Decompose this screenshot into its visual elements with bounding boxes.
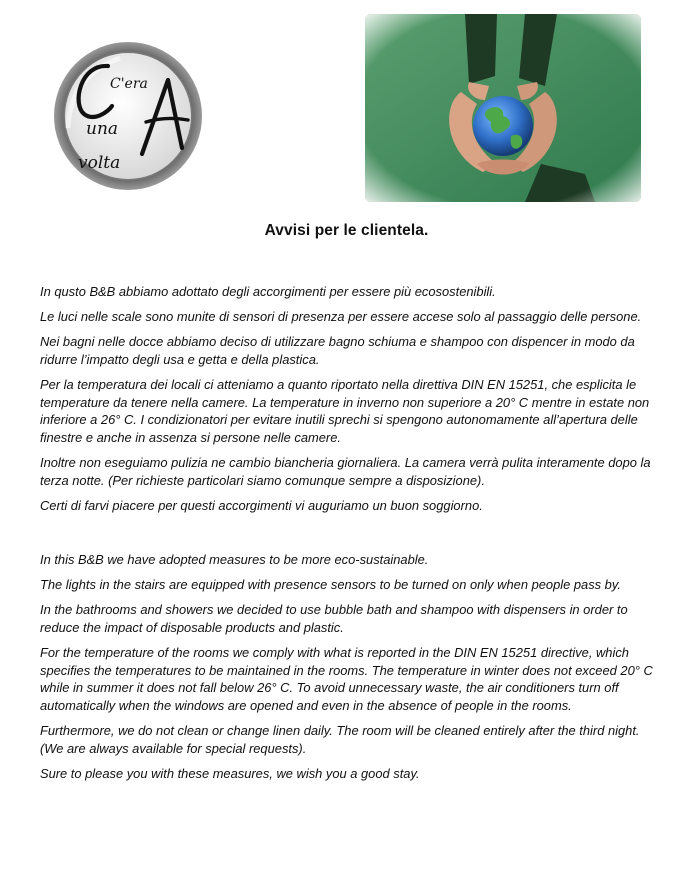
italian-paragraph: Le luci nelle scale sono munite di sensori di presenza per essere accese solo al passaggio delle persone. [40, 309, 642, 325]
italian-paragraph: Certi di farvi piacere per questi accorgimenti vi auguriamo un buon soggiorno. [40, 497, 483, 513]
logo-text-volta: volta [78, 153, 121, 173]
italian-paragraph: Per la temperatura dei locali ci atteniamo a quanto riportato nella direttiva DIN EN 15251, che esplicita le temperature da tenere nella camere. La temperature in inverno non superiore a 20° C mentre in estate non inferiore a 26° C. I condizionatori per evitare inutili sprechi si spengono autonomamente all’apertura delle finestre e anche in assenza si persone nelle camere. [40, 377, 650, 445]
page-title: Avvisi per le clientela. [264, 222, 429, 239]
english-paragraph: The lights in the stairs are equipped with presence sensors to be turned on only when people pass by. [40, 577, 621, 593]
italian-paragraph: Nei bagni nelle docce abbiamo deciso di utilizzare bagno schiuma e shampoo con dispencer in modo da ridurre l’impatto degli usa e getta e della plastica. [40, 334, 635, 367]
english-paragraph: For the temperature of the rooms we comply with what is reported in the DIN EN 15251 directive, which specifies the temperatures to be maintained in the rooms. The temperature in winter does not exceed 20° C while in summer it does not fall below 26° C. To avoid unnecessary waste, the air conditioners turn off automatically when the windows are opened and even in the absence of people in the rooms. [40, 645, 653, 714]
english-paragraph: Furthermore, we do not clean or change linen daily. The room will be cleaned entirely after the third night. (We are always available for special requests). [40, 723, 640, 756]
logo-emblem [50, 36, 210, 196]
logo-text-una: una [86, 119, 119, 139]
english-paragraph: In this B&B we have adopted measures to be more eco-sustainable. [40, 552, 429, 568]
italian-paragraph: In qusto B&B abbiamo adottato degli accorgimenti per essere più ecosostenibili. [40, 284, 496, 299]
notice-body [40, 283, 655, 790]
hands-holding-globe-photo [365, 14, 641, 202]
english-paragraph: In the bathrooms and showers we decided to use bubble bath and shampoo with dispensers in order to reduce the impact of disposable products and plastic. [40, 602, 628, 636]
logo [50, 36, 210, 196]
english-paragraph: Sure to please you with these measures, we wish you a good stay. [40, 766, 420, 781]
italian-paragraph: Inoltre non eseguiamo pulizia ne cambio biancheria giornaliera. La camera verrà pulita interamente dopo la terza notte. (Per richieste particolari siamo comunque sempre a disposizione). [40, 455, 651, 488]
section-spacer [40, 522, 655, 551]
hands-holding-globe-icon [365, 14, 641, 202]
logo-text-era: C'era [110, 76, 148, 92]
